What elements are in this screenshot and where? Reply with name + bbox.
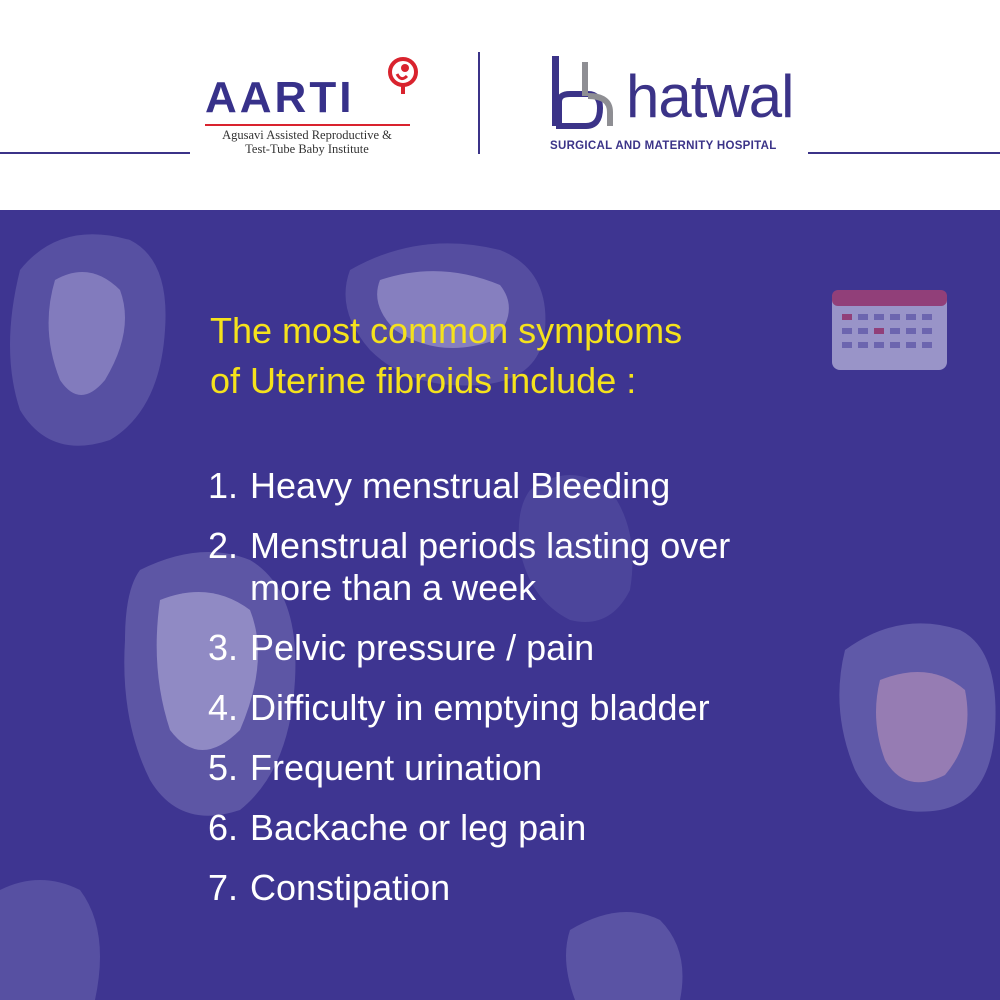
list-item-number: 5. xyxy=(208,747,239,788)
list-item xyxy=(208,867,808,909)
list-item-text: Constipation xyxy=(250,867,451,908)
headline xyxy=(210,306,810,406)
calendar-icon xyxy=(832,290,947,370)
aarti-logo xyxy=(205,52,425,162)
list-item-number: 4. xyxy=(208,687,239,728)
header xyxy=(0,0,1000,210)
list-item xyxy=(208,747,808,789)
aarti-tagline-line2: Test-Tube Baby Institute xyxy=(245,142,369,156)
list-item-text: Menstrual periods lasting over more than a week xyxy=(250,525,731,608)
list-item xyxy=(208,807,808,849)
list-item-number: 1. xyxy=(208,465,239,506)
headline-line2: of Uterine fibroids include : xyxy=(210,360,637,401)
list-item-number: 3. xyxy=(208,627,239,668)
bhatwal-logo xyxy=(548,52,808,162)
list-item-text: Backache or leg pain xyxy=(250,807,587,848)
list-item xyxy=(208,525,808,609)
list-item-number: 2. xyxy=(208,525,239,566)
logo-divider xyxy=(478,52,480,154)
symptom-list xyxy=(208,465,808,927)
header-left-rule xyxy=(0,152,190,154)
list-item xyxy=(208,687,808,729)
list-item-number: 6. xyxy=(208,807,239,848)
list-item-text: Frequent urination xyxy=(250,747,543,788)
bhatwal-subtitle: SURGICAL AND MATERNITY HOSPITAL xyxy=(550,140,777,152)
list-item xyxy=(208,465,808,507)
bhatwal-b-mark-icon xyxy=(548,52,624,132)
header-right-rule xyxy=(808,152,1000,154)
headline-line1: The most common symptoms xyxy=(210,310,683,351)
aarti-tagline-line1: Agusavi Assisted Reproductive & xyxy=(222,128,392,142)
list-item-number: 7. xyxy=(208,867,239,908)
aarti-underline xyxy=(205,124,410,126)
fetus-emblem-icon xyxy=(385,54,421,94)
bhatwal-wordmark: hatwal xyxy=(626,63,794,130)
list-item xyxy=(208,627,808,669)
list-item-text: Pelvic pressure / pain xyxy=(250,627,595,668)
photo-blob-bottom-left xyxy=(0,880,100,1000)
symptoms-panel xyxy=(0,210,1000,1000)
list-item-text: Difficulty in emptying bladder xyxy=(250,687,710,728)
list-item-text: Heavy menstrual Bleeding xyxy=(250,465,671,506)
aarti-wordmark: AARTI xyxy=(205,73,355,122)
